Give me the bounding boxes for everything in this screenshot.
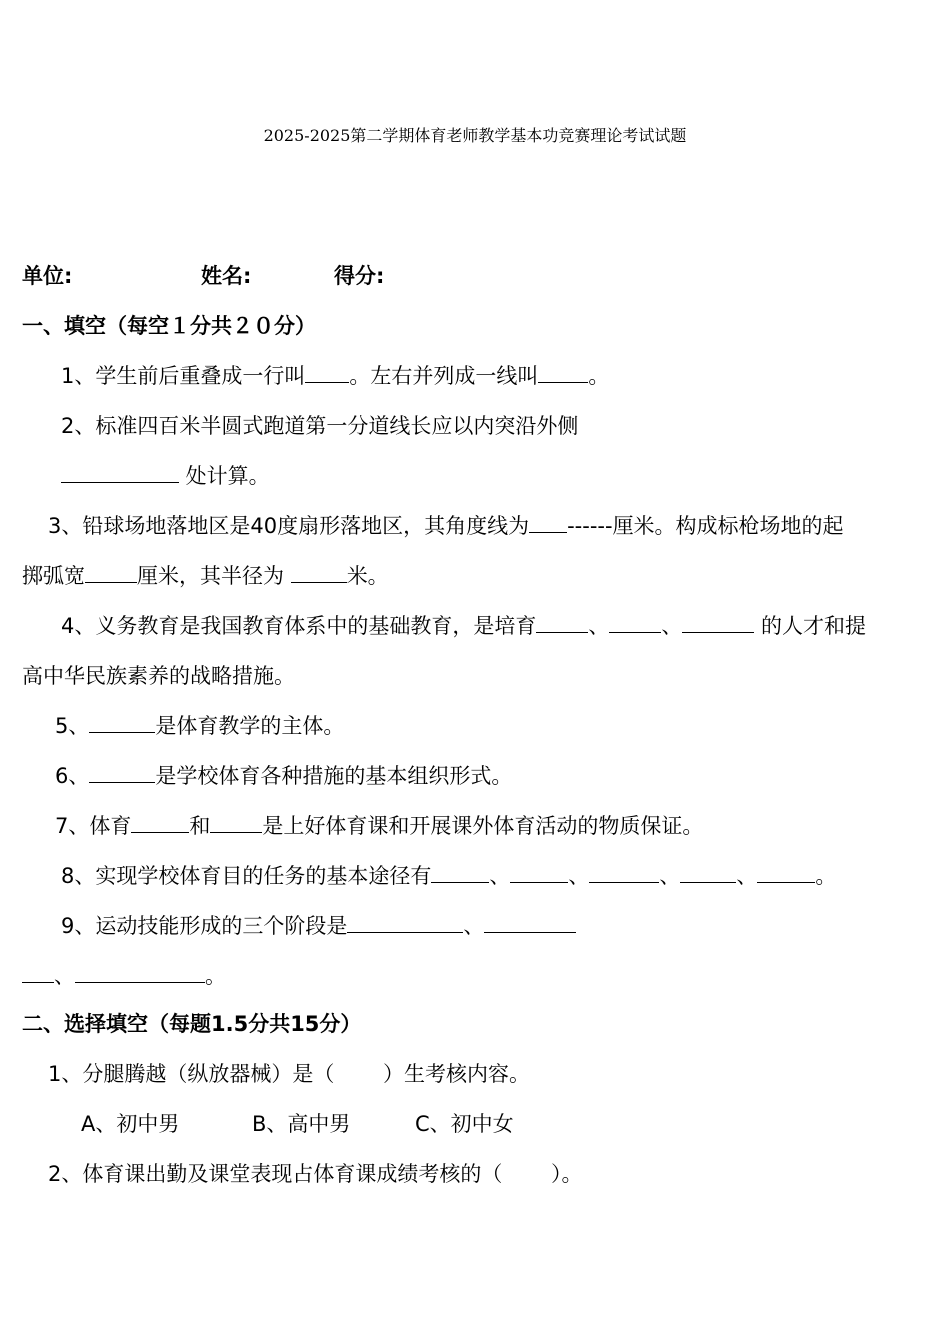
option-b: B、高中男: [252, 1112, 351, 1136]
answer-blank: [305, 364, 349, 383]
unit-label: 单位:: [22, 264, 73, 288]
answer-blank: [89, 714, 155, 733]
question-2-2: 2、体育课出勤及课堂表现占体育课成绩考核的（ ）。: [48, 1162, 583, 1186]
q8-sep: 、: [568, 864, 590, 888]
q7-text-c: 是上好体育课和开展课外体育活动的物质保证。: [262, 814, 704, 838]
question-1-8: [61, 862, 836, 890]
q3-text-c: 掷弧宽: [22, 564, 85, 588]
q9-sep: 、: [54, 964, 75, 988]
q6-text-a: 6、: [55, 764, 90, 788]
q8-sep: 、: [489, 864, 511, 888]
option-a: A、初中男: [81, 1112, 180, 1136]
question-1-4: [61, 612, 866, 640]
answer-blank: [61, 464, 179, 483]
question-1-2-cont: [61, 462, 270, 490]
name-label: 姓名:: [201, 264, 252, 288]
q3-text-e: 米。: [346, 564, 389, 588]
q3-text-d: 厘米，其半径为: [137, 564, 291, 588]
section1-heading: 一、填空（每空１分共２０分）: [22, 314, 316, 338]
q8-end: 。: [815, 864, 837, 888]
q3-dashes: ------: [567, 514, 613, 538]
q4-sep: 、: [661, 614, 683, 638]
q2-text-a: 2、标准四百米半圆式跑道第一分道线长应以内突沿外侧: [61, 414, 579, 438]
question-1-9: [61, 912, 576, 940]
question-1-3-cont: [22, 562, 389, 590]
question-1-6: [55, 762, 512, 790]
answer-blank: [757, 864, 815, 883]
answer-blank: [210, 814, 262, 833]
q5-text-a: 5、: [55, 714, 90, 738]
q1-text-a: 1、学生前后重叠成一行叫: [61, 364, 306, 388]
answer-blank: [85, 564, 137, 583]
answer-blank: [510, 864, 568, 883]
q8-sep: 、: [736, 864, 758, 888]
answer-blank: [89, 764, 155, 783]
answer-blank: [75, 964, 205, 983]
question-1-3: [48, 512, 844, 540]
question-1-9-cont: [22, 962, 226, 990]
q4-sep: 、: [588, 614, 610, 638]
q6-text-b: 是学校体育各种措施的基本组织形式。: [155, 764, 513, 788]
q8-text-a: 8、实现学校体育目的任务的基本途径有: [61, 864, 432, 888]
answer-blank: [538, 364, 588, 383]
question-1-1: [61, 362, 609, 390]
q4-text-c: 高中华民族素养的战略措施。: [22, 664, 295, 688]
score-label: 得分:: [334, 264, 385, 288]
answer-blank: [536, 614, 588, 633]
question-1-7: [55, 812, 703, 840]
answer-blank: [589, 864, 659, 883]
answer-blank: [131, 814, 189, 833]
question-1-2: [61, 412, 578, 440]
q9-sep: 、: [463, 914, 485, 938]
q3-text-a: 3、铅球场地落地区是40度扇形落地区，其角度线为: [48, 514, 530, 538]
question-1-5: [55, 712, 344, 740]
exam-title: 2025-2025第二学期体育老师教学基本功竞赛理论考试试题: [263, 126, 687, 145]
section2-heading: 二、选择填空（每题1.5分共15分）: [22, 1012, 362, 1036]
answer-blank: [431, 864, 489, 883]
answer-blank: [529, 514, 567, 533]
answer-blank: [680, 864, 736, 883]
answer-blank: [609, 614, 661, 633]
q8-sep: 、: [659, 864, 681, 888]
q9-text-a: 9、运动技能形成的三个阶段是: [61, 914, 348, 938]
q4-text-a: 4、义务教育是我国教育体系中的基础教育，是培育: [61, 614, 537, 638]
q7-text-b: 和: [189, 814, 211, 838]
answer-blank: [22, 964, 54, 983]
question-1-4-cont: [22, 662, 295, 690]
question-2-1: 1、分腿腾越（纵放器械）是（ ）生考核内容。: [48, 1062, 531, 1086]
q2-text-b: 处计算。: [179, 464, 270, 488]
option-c: C、初中女: [415, 1112, 514, 1136]
answer-blank: [484, 914, 576, 933]
q3-text-b: 厘米。构成标枪场地的起: [612, 514, 844, 538]
q7-text-a: 7、体育: [55, 814, 132, 838]
q9-end: 。: [205, 964, 226, 988]
q1-text-c: 。: [588, 364, 610, 388]
answer-blank: [347, 914, 463, 933]
answer-blank: [682, 614, 754, 633]
answer-blank: [291, 564, 347, 583]
q1-text-b: 。左右并列成一线叫: [349, 364, 539, 388]
q4-text-b: 的人才和提: [754, 614, 867, 638]
q5-text-b: 是体育教学的主体。: [155, 714, 345, 738]
